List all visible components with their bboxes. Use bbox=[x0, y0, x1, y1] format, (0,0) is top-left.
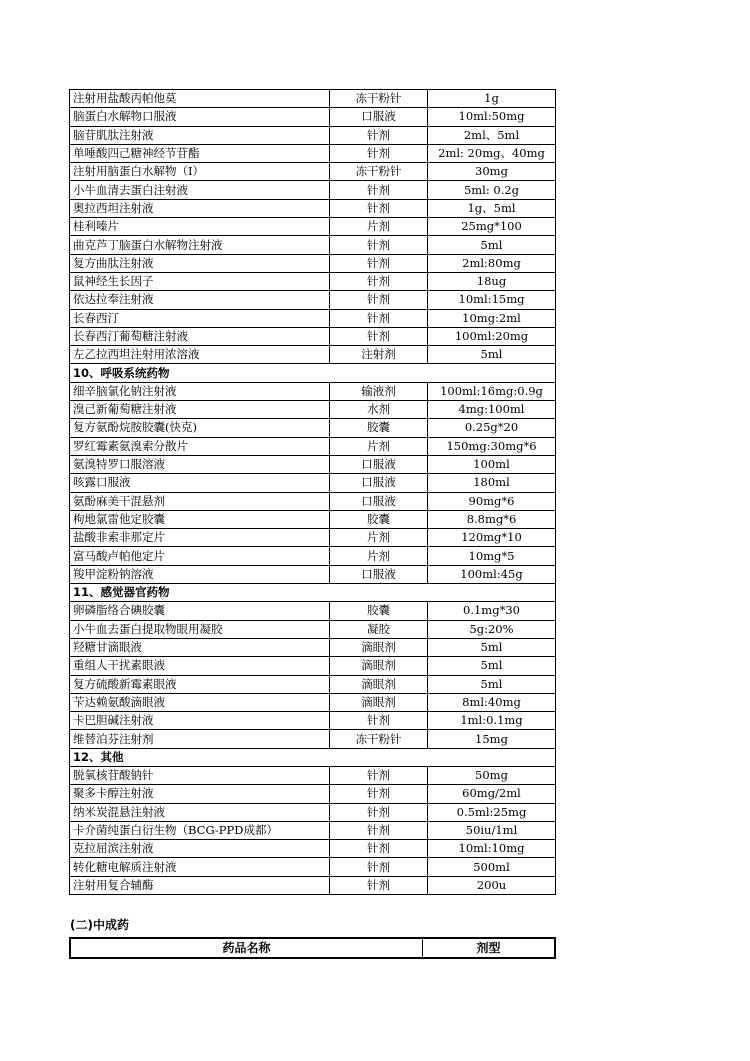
section-heading: 11、感觉器官药物 bbox=[70, 584, 556, 602]
table-row bbox=[70, 821, 556, 839]
table-row bbox=[70, 382, 556, 400]
dosage-form-cell: 针剂 bbox=[330, 858, 428, 876]
dosage-form-cell: 冻干粉针 bbox=[330, 163, 428, 181]
section-subheading: (二)中成药 bbox=[70, 918, 129, 932]
specification-cell: 5ml bbox=[428, 346, 556, 364]
specification-cell: 100ml:20mg bbox=[428, 327, 556, 345]
drug-name-cell: 鼠神经生长因子 bbox=[70, 272, 330, 290]
table-row bbox=[70, 712, 556, 730]
table-row bbox=[70, 126, 556, 144]
table-header-row bbox=[70, 938, 555, 958]
specification-cell: 180ml bbox=[428, 474, 556, 492]
table-row bbox=[70, 876, 556, 894]
dosage-form-cell: 口服液 bbox=[330, 565, 428, 583]
dosage-form-cell: 胶囊 bbox=[330, 602, 428, 620]
dosage-form-cell: 针剂 bbox=[330, 144, 428, 162]
table-row bbox=[70, 218, 556, 236]
specification-cell: 18ug bbox=[428, 272, 556, 290]
specification-cell: 10mg*5 bbox=[428, 547, 556, 565]
table-row bbox=[70, 620, 556, 638]
specification-cell: 50iu/1ml bbox=[428, 821, 556, 839]
dosage-form-cell: 针剂 bbox=[330, 327, 428, 345]
specification-cell: 25mg*100 bbox=[428, 218, 556, 236]
dosage-form-cell: 胶囊 bbox=[330, 419, 428, 437]
dosage-form-cell: 针剂 bbox=[330, 309, 428, 327]
drug-name-cell: 脱氧核苷酸钠针 bbox=[70, 766, 330, 784]
dosage-form-cell: 输液剂 bbox=[330, 382, 428, 400]
dosage-form-cell: 片剂 bbox=[330, 218, 428, 236]
tcm-table-header bbox=[69, 937, 556, 959]
drug-name-cell: 盐酸非索非那定片 bbox=[70, 529, 330, 547]
specification-cell: 5ml bbox=[428, 675, 556, 693]
drug-name-cell: 注射用复合辅酶 bbox=[70, 876, 330, 894]
header-drug-name: 药品名称 bbox=[70, 938, 423, 958]
specification-cell: 5g:20% bbox=[428, 620, 556, 638]
specification-cell: 4mg:100ml bbox=[428, 401, 556, 419]
table-row bbox=[70, 437, 556, 455]
section-heading-row bbox=[70, 584, 556, 602]
drug-name-cell: 卡介菌纯蛋白衍生物（BCG-PPD成都） bbox=[70, 821, 330, 839]
dosage-form-cell: 滴眼剂 bbox=[330, 693, 428, 711]
drug-name-cell: 长春西汀 bbox=[70, 309, 330, 327]
dosage-form-cell: 水剂 bbox=[330, 401, 428, 419]
drug-name-cell: 依达拉奉注射液 bbox=[70, 291, 330, 309]
table-row bbox=[70, 108, 556, 126]
specification-cell: 0.5ml:25mg bbox=[428, 803, 556, 821]
specification-cell: 5ml bbox=[428, 638, 556, 656]
drug-name-cell: 重组人干扰素眼液 bbox=[70, 657, 330, 675]
dosage-form-cell: 针剂 bbox=[330, 291, 428, 309]
table-row bbox=[70, 455, 556, 473]
dosage-form-cell: 注射剂 bbox=[330, 346, 428, 364]
drug-name-cell: 脑蛋白水解物口服液 bbox=[70, 108, 330, 126]
table-row bbox=[70, 492, 556, 510]
drug-list-table bbox=[69, 89, 556, 895]
dosage-form-cell: 胶囊 bbox=[330, 510, 428, 528]
drug-name-cell: 小牛血清去蛋白注射液 bbox=[70, 181, 330, 199]
drug-name-cell: 转化糖电解质注射液 bbox=[70, 858, 330, 876]
drug-name-cell: 聚多卡醇注射液 bbox=[70, 785, 330, 803]
drug-name-cell: 奥拉西坦注射液 bbox=[70, 199, 330, 217]
specification-cell: 10ml:15mg bbox=[428, 291, 556, 309]
specification-cell: 2ml: 20mg、40mg bbox=[428, 144, 556, 162]
dosage-form-cell: 口服液 bbox=[330, 474, 428, 492]
specification-cell: 100ml bbox=[428, 455, 556, 473]
specification-cell: 30mg bbox=[428, 163, 556, 181]
specification-cell: 50mg bbox=[428, 766, 556, 784]
drug-name-cell: 注射用盐酸丙帕他莫 bbox=[70, 90, 330, 108]
table-row bbox=[70, 858, 556, 876]
dosage-form-cell: 滴眼剂 bbox=[330, 638, 428, 656]
dosage-form-cell: 针剂 bbox=[330, 236, 428, 254]
section-heading-row bbox=[70, 748, 556, 766]
drug-name-cell: 羧甲淀粉钠溶液 bbox=[70, 565, 330, 583]
dosage-form-cell: 针剂 bbox=[330, 272, 428, 290]
specification-cell: 1g bbox=[428, 90, 556, 108]
specification-cell: 10mg:2ml bbox=[428, 309, 556, 327]
specification-cell: 2ml、5ml bbox=[428, 126, 556, 144]
specification-cell: 15mg bbox=[428, 730, 556, 748]
dosage-form-cell: 冻干粉针 bbox=[330, 730, 428, 748]
dosage-form-cell: 针剂 bbox=[330, 803, 428, 821]
specification-cell: 5ml bbox=[428, 236, 556, 254]
drug-name-cell: 罗红霉素氨溴索分散片 bbox=[70, 437, 330, 455]
section-heading: 10、呼吸系统药物 bbox=[70, 364, 556, 382]
dosage-form-cell: 针剂 bbox=[330, 254, 428, 272]
dosage-form-cell: 针剂 bbox=[330, 840, 428, 858]
table-row bbox=[70, 693, 556, 711]
specification-cell: 5ml: 0.2g bbox=[428, 181, 556, 199]
specification-cell: 1ml:0.1mg bbox=[428, 712, 556, 730]
specification-cell: 90mg*6 bbox=[428, 492, 556, 510]
drug-name-cell: 脑苷肌肽注射液 bbox=[70, 126, 330, 144]
table-row bbox=[70, 766, 556, 784]
dosage-form-cell: 针剂 bbox=[330, 766, 428, 784]
section-heading: 12、其他 bbox=[70, 748, 556, 766]
table-row bbox=[70, 785, 556, 803]
specification-cell: 8.8mg*6 bbox=[428, 510, 556, 528]
table-row bbox=[70, 199, 556, 217]
dosage-form-cell: 滴眼剂 bbox=[330, 657, 428, 675]
table-row bbox=[70, 272, 556, 290]
dosage-form-cell: 针剂 bbox=[330, 821, 428, 839]
specification-cell: 10ml:10mg bbox=[428, 840, 556, 858]
table-row bbox=[70, 529, 556, 547]
table-row bbox=[70, 254, 556, 272]
drug-name-cell: 桂利嗪片 bbox=[70, 218, 330, 236]
table-row bbox=[70, 565, 556, 583]
drug-name-cell: 羟糖甘滴眼液 bbox=[70, 638, 330, 656]
table-row bbox=[70, 474, 556, 492]
dosage-form-cell: 口服液 bbox=[330, 492, 428, 510]
table-row bbox=[70, 327, 556, 345]
drug-name-cell: 富马酸卢帕他定片 bbox=[70, 547, 330, 565]
dosage-form-cell: 滴眼剂 bbox=[330, 675, 428, 693]
drug-name-cell: 纳米炭混悬注射液 bbox=[70, 803, 330, 821]
dosage-form-cell: 针剂 bbox=[330, 785, 428, 803]
drug-name-cell: 溴己新葡萄糖注射液 bbox=[70, 401, 330, 419]
dosage-form-cell: 口服液 bbox=[330, 455, 428, 473]
drug-name-cell: 咳露口服液 bbox=[70, 474, 330, 492]
table-row bbox=[70, 803, 556, 821]
drug-name-cell: 复方氨酚烷胺胶囊(快克) bbox=[70, 419, 330, 437]
drug-name-cell: 长春西汀葡萄糖注射液 bbox=[70, 327, 330, 345]
dosage-form-cell: 针剂 bbox=[330, 199, 428, 217]
section-heading-row bbox=[70, 364, 556, 382]
table-row bbox=[70, 510, 556, 528]
drug-name-cell: 复方曲肽注射液 bbox=[70, 254, 330, 272]
drug-name-cell: 氨溴特罗口服溶液 bbox=[70, 455, 330, 473]
drug-name-cell: 单唾酸四己糖神经节苷酯 bbox=[70, 144, 330, 162]
dosage-form-cell: 凝胶 bbox=[330, 620, 428, 638]
dosage-form-cell: 针剂 bbox=[330, 181, 428, 199]
table-row bbox=[70, 840, 556, 858]
specification-cell: 8ml:40mg bbox=[428, 693, 556, 711]
specification-cell: 100ml:16mg:0.9g bbox=[428, 382, 556, 400]
drug-name-cell: 维替泊芬注射剂 bbox=[70, 730, 330, 748]
table-row bbox=[70, 730, 556, 748]
dosage-form-cell: 针剂 bbox=[330, 126, 428, 144]
table-row bbox=[70, 163, 556, 181]
drug-name-cell: 卵磷脂络合碘胶囊 bbox=[70, 602, 330, 620]
drug-name-cell: 枸地氯雷他定胶囊 bbox=[70, 510, 330, 528]
table-row bbox=[70, 90, 556, 108]
dosage-form-cell: 冻干粉针 bbox=[330, 90, 428, 108]
table-row bbox=[70, 181, 556, 199]
drug-name-cell: 苄达赖氨酸滴眼液 bbox=[70, 693, 330, 711]
header-dosage-form: 剂型 bbox=[423, 938, 556, 958]
table-row bbox=[70, 675, 556, 693]
drug-name-cell: 小牛血去蛋白提取物眼用凝胶 bbox=[70, 620, 330, 638]
specification-cell: 10ml:50mg bbox=[428, 108, 556, 126]
table-row bbox=[70, 419, 556, 437]
table-row bbox=[70, 602, 556, 620]
specification-cell: 5ml bbox=[428, 657, 556, 675]
dosage-form-cell: 片剂 bbox=[330, 529, 428, 547]
table-row bbox=[70, 657, 556, 675]
drug-name-cell: 卡巴胆碱注射液 bbox=[70, 712, 330, 730]
specification-cell: 150mg:30mg*6 bbox=[428, 437, 556, 455]
table-row bbox=[70, 309, 556, 327]
specification-cell: 0.25g*20 bbox=[428, 419, 556, 437]
table-row bbox=[70, 401, 556, 419]
table-row bbox=[70, 547, 556, 565]
drug-name-cell: 注射用脑蛋白水解物（I） bbox=[70, 163, 330, 181]
table-row bbox=[70, 236, 556, 254]
drug-list-body bbox=[70, 90, 556, 895]
specification-cell: 500ml bbox=[428, 858, 556, 876]
drug-name-cell: 曲克芦丁脑蛋白水解物注射液 bbox=[70, 236, 330, 254]
dosage-form-cell: 口服液 bbox=[330, 108, 428, 126]
dosage-form-cell: 针剂 bbox=[330, 876, 428, 894]
table-row bbox=[70, 291, 556, 309]
table-row bbox=[70, 638, 556, 656]
specification-cell: 1g、5ml bbox=[428, 199, 556, 217]
drug-name-cell: 复方硫酸新霉素眼液 bbox=[70, 675, 330, 693]
specification-cell: 60mg/2ml bbox=[428, 785, 556, 803]
dosage-form-cell: 片剂 bbox=[330, 437, 428, 455]
specification-cell: 120mg*10 bbox=[428, 529, 556, 547]
drug-name-cell: 左乙拉西坦注射用浓溶液 bbox=[70, 346, 330, 364]
specification-cell: 0.1mg*30 bbox=[428, 602, 556, 620]
drug-name-cell: 细辛脑氯化钠注射液 bbox=[70, 382, 330, 400]
dosage-form-cell: 片剂 bbox=[330, 547, 428, 565]
table-row bbox=[70, 346, 556, 364]
dosage-form-cell: 针剂 bbox=[330, 712, 428, 730]
specification-cell: 100ml:45g bbox=[428, 565, 556, 583]
drug-name-cell: 氨酚麻美干混悬剂 bbox=[70, 492, 330, 510]
table-row bbox=[70, 144, 556, 162]
specification-cell: 200u bbox=[428, 876, 556, 894]
specification-cell: 2ml:80mg bbox=[428, 254, 556, 272]
drug-name-cell: 克拉屈滨注射液 bbox=[70, 840, 330, 858]
